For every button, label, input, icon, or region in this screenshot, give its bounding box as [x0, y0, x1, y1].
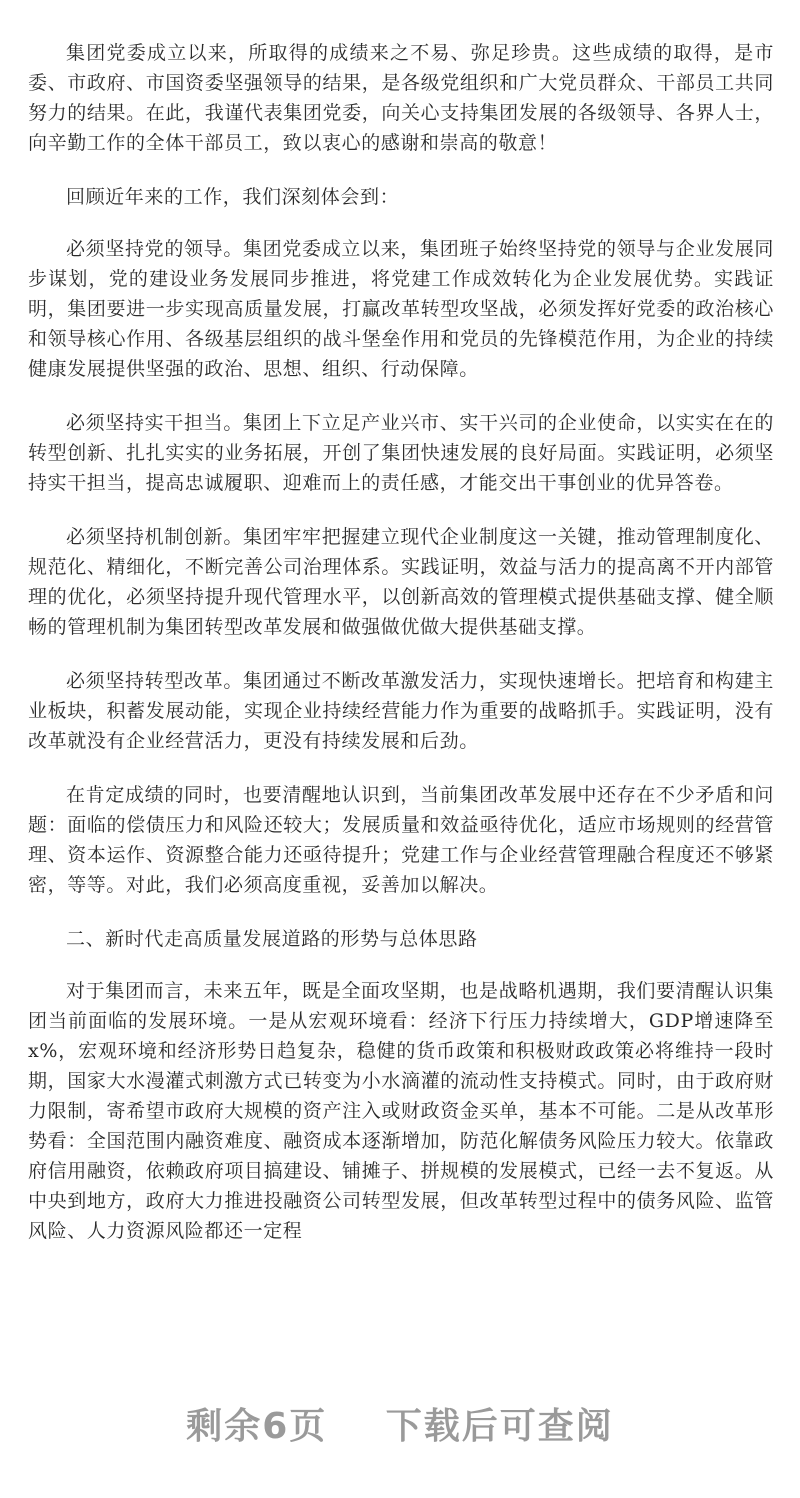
paragraph-problems: 在肯定成绩的同时，也要清醒地认识到，当前集团改革发展中还存在不少矛盾和问题：面临的偿债压力和风险还较大；发展质量和效益亟待优化，适应市场规则的经营管理、资本运作、资源整合能力还亟待提升；党建工作与企业经营管理融合程度还不够紧密，等等。对此，我们必须高度重视，妥善加以解决。: [28, 784, 774, 896]
document-body: [28, 38, 774, 1270]
download-prompt-text: 下载后可查阅: [385, 1406, 614, 1447]
paragraph-achievements-thanks: 集团党委成立以来，所取得的成绩来之不易、弥足珍贵。这些成绩的取得，是市委、市政府、市国资委坚强领导的结果，是各级党组织和广大党员群众、干部员工共同努力的结果。在此，我谨代表集团党委，向关心支持集团发展的各级领导、各界人士，向辛勤工作的全体干部员工，致以衷心的感谢和崇高的敬意！: [28, 42, 774, 154]
paragraph-transformation-reform: 必须坚持转型改革。集团通过不断改革激发活力，实现快速增长。把培育和构建主业板块，积蓄发展动能，实现企业持续经营能力作为重要的战略抓手。实践证明，没有改革就没有企业经营活力，更没有持续发展和后劲。: [28, 670, 774, 752]
remaining-pages-text: 剩余6页: [186, 1406, 328, 1447]
paragraph-development-environment: 对于集团而言，未来五年，既是全面攻坚期，也是战略机遇期，我们要清醒认识集团当前面临的发展环境。一是从宏观环境看：经济下行压力持续增大，GDP增速降至 x%，宏观环境和经济形势日趋复杂，稳健的货币政策和积极财政政策必将维持一段时期，国家大水漫灌式刺激方式已转变为小水滴灌的流动性支持模式。同时，由于政府财力限制，寄希望市政府大规模的资产注入或财政资金买单，基本不可能。二是从改革形势看：全国范围内融资难度、融资成本逐渐增加，防范化解债务风险压力较大。依靠政府信用融资，依赖政府项目搞建设、铺摊子、拼规模的发展模式，已经一去不复返。从中央到地方，政府大力推进投融资公司转型发展，但改革转型过程中的债务风险、监管风险、人力资源风险都还一定程: [28, 980, 774, 1242]
download-banner[interactable]: [0, 1398, 800, 1448]
section-heading-two: 二、新时代走高质量发展道路的形势与总体思路: [66, 928, 478, 950]
paragraph-practical-responsibility: 必须坚持实干担当。集团上下立足产业兴市、实干兴司的企业使命，以实实在在的转型创新、扎扎实实的业务拓展，开创了集团快速发展的良好局面。实践证明，必须坚持实干担当，提高忠诚履职、迎难而上的责任感，才能交出干事创业的优异答卷。: [28, 412, 774, 494]
paragraph-party-leadership: 必须坚持党的领导。集团党委成立以来，集团班子始终坚持党的领导与企业发展同步谋划，党的建设业务发展同步推进，将党建工作成效转化为企业发展优势。实践证明，集团要进一步实现高质量发展，打赢改革转型攻坚战，必须发挥好党委的政治核心和领导核心作用、各级基层组织的战斗堡垒作用和党员的先锋模范作用，为企业的持续健康发展提供坚强的政治、思想、组织、行动保障。: [28, 238, 774, 380]
paragraph-reflection-intro: 回顾近年来的工作，我们深刻体会到：: [66, 186, 400, 208]
paragraph-mechanism-innovation: 必须坚持机制创新。集团牢牢把握建立现代企业制度这一关键，推动管理制度化、规范化、精细化，不断完善公司治理体系。实践证明，效益与活力的提高离不开内部管理的优化，必须坚持提升现代管理水平，以创新高效的管理模式提供基础支撑、健全顺畅的管理机制为集团转型改革发展和做强做优做大提供基础支撑。: [28, 526, 774, 638]
